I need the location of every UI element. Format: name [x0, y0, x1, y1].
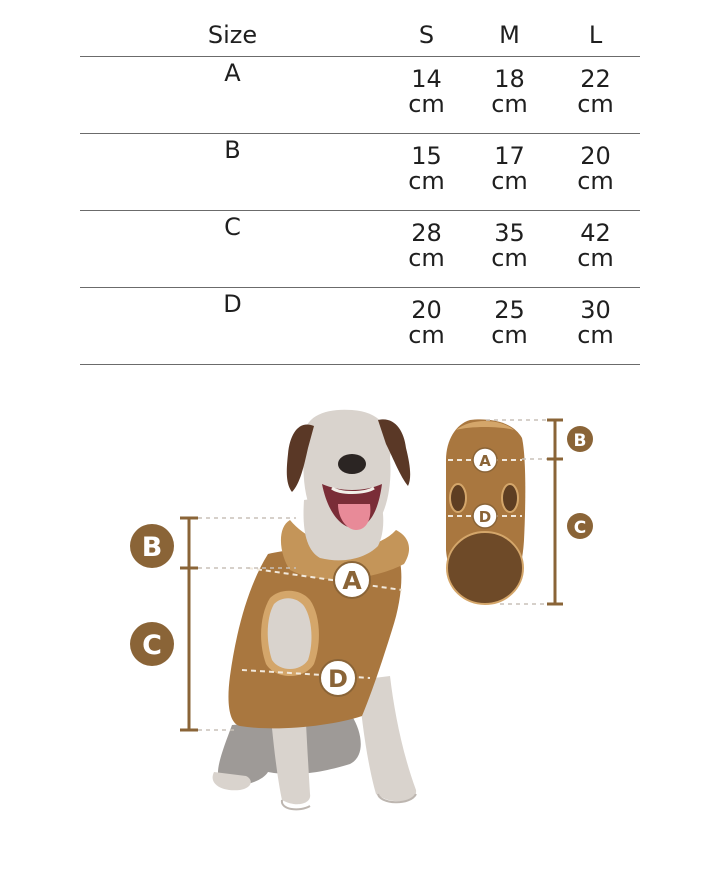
dog-illustration: [213, 410, 417, 810]
row-label: A: [80, 57, 385, 134]
coat-marker-c: [567, 513, 593, 539]
table-cell: 30 cm: [551, 288, 640, 365]
svg-text:B: B: [573, 431, 587, 451]
table-cell: 14 cm: [385, 57, 468, 134]
header-m: M: [468, 14, 551, 57]
coat-neck-opening: [447, 532, 523, 604]
svg-text:D: D: [478, 508, 492, 526]
table-row: [80, 211, 640, 288]
coat-leg-hole-right: [502, 484, 518, 512]
table-cell: 15 cm: [385, 134, 468, 211]
dog-marker-d: [320, 660, 356, 696]
table-cell: 17 cm: [468, 134, 551, 211]
table-cell: 35 cm: [468, 211, 551, 288]
header-l: L: [551, 14, 640, 57]
header-size: Size: [80, 14, 385, 57]
size-chart-table: [80, 14, 640, 365]
row-label: D: [80, 288, 385, 365]
table-cell: 42 cm: [551, 211, 640, 288]
table-cell: 18 cm: [468, 57, 551, 134]
svg-text:B: B: [141, 532, 163, 563]
table-cell: 22 cm: [551, 57, 640, 134]
svg-text:A: A: [342, 566, 362, 595]
table-row: [80, 288, 640, 365]
measurement-diagram: [0, 380, 720, 888]
table-cell: 20 cm: [385, 288, 468, 365]
row-label: C: [80, 211, 385, 288]
table-cell: 20 cm: [551, 134, 640, 211]
table-row: [80, 134, 640, 211]
table-row: [80, 57, 640, 134]
svg-text:A: A: [479, 452, 491, 470]
dog-marker-a: [334, 562, 370, 598]
row-label: B: [80, 134, 385, 211]
coat-marker-d: [473, 504, 497, 528]
dog-marker-c: [130, 622, 174, 666]
coat-marker-a: [473, 448, 497, 472]
dog-marker-b: [130, 524, 174, 568]
dog-nose: [338, 454, 366, 474]
coat-marker-b: [567, 426, 593, 452]
header-s: S: [385, 14, 468, 57]
table-header-row: [80, 14, 640, 57]
svg-text:C: C: [142, 630, 162, 661]
table-cell: 28 cm: [385, 211, 468, 288]
svg-text:C: C: [573, 518, 587, 538]
coat-leg-hole-left: [450, 484, 466, 512]
table-cell: 25 cm: [468, 288, 551, 365]
svg-text:D: D: [328, 665, 348, 693]
